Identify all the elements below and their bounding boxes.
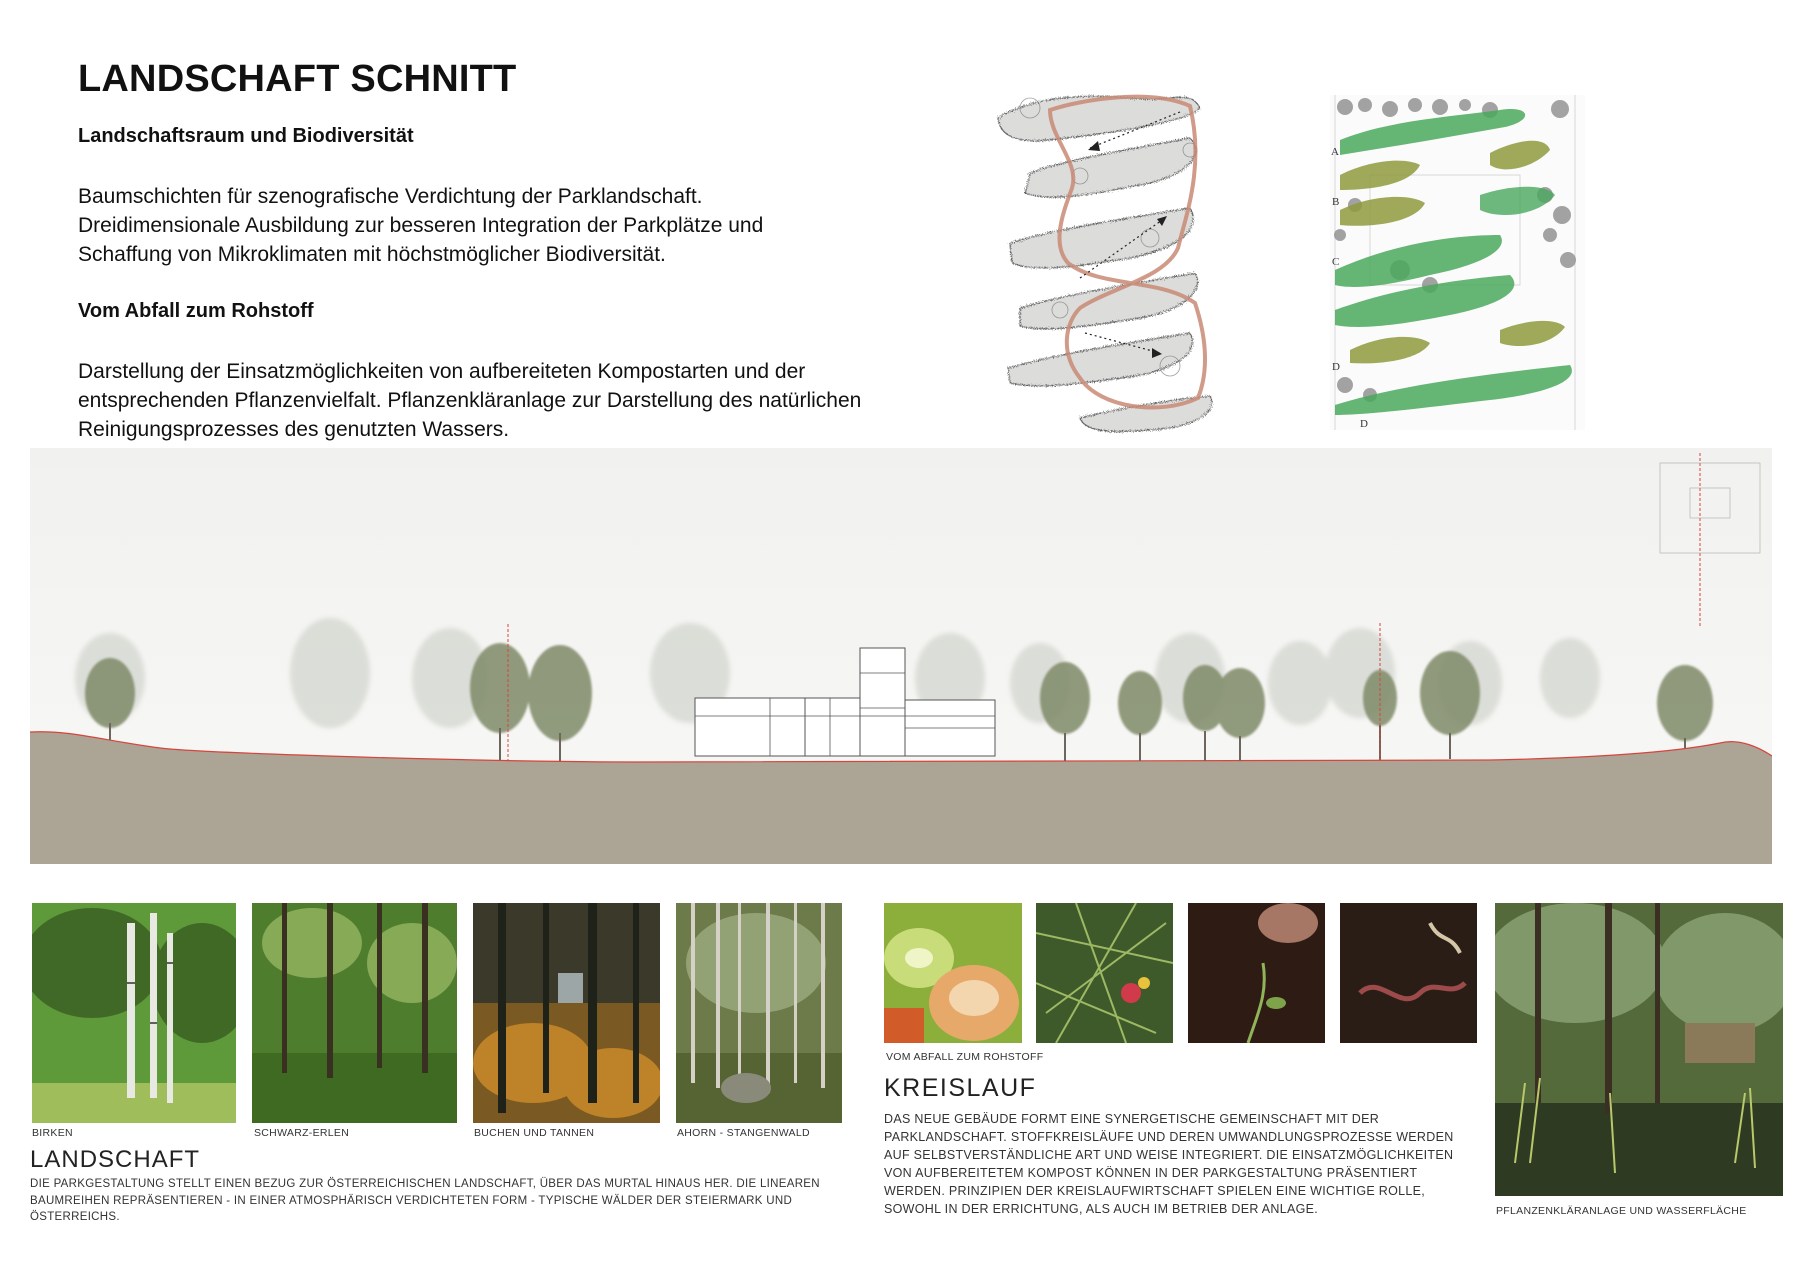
photo-compost-soil [1188,903,1325,1043]
plan-row-label: B [1332,196,1340,208]
plan-row-label: D [1360,418,1368,430]
photo-constructed-wetland [1495,903,1783,1196]
photo-food-waste [884,903,1022,1043]
photo-black-alder [252,903,457,1123]
landscape-text: DIE PARKGESTALTUNG STELLT EINEN BEZUG ZUR ÖSTERREICHISCHEN LANDSCHAFT, ÜBER DAS MURTAL HINAUS HER. DIE LINEAREN BAUMREIHEN REPRÄSENTIEREN - IN EINER ATMOSPHÄRISCH VERDICHTETEN FORM - TYPISCHE WÄLDER DER STEIERMARK UND ÖSTERREICHS. [30,1178,820,1223]
caption-beech-fir: BUCHEN UND TANNEN [474,1127,595,1139]
kreislauf-heading: KREISLAUF [884,1074,1037,1102]
caption-waste-to-resource: VOM ABFALL ZUM ROHSTOFF [886,1051,1044,1063]
photo-beech-fir [473,903,660,1123]
subtitle-waste-to-resource: Vom Abfall zum Rohstoff [78,300,314,322]
planting-plan-drawing [1330,95,1585,430]
subtitle-biodiversity: Landschaftsraum und Biodiversität [78,125,414,147]
photo-maple-pole-forest [676,903,842,1123]
caption-black-alder: SCHWARZ-ERLEN [254,1127,350,1139]
landscape-heading: LANDSCHAFT [30,1146,201,1173]
paragraph-waste-to-resource: Darstellung der Einsatzmöglichkeiten von aufbereiteten Kompostarten und der entsprechenden Pflanzenvielfalt. Pflanzenkläranlage zur Darstellung des natürlichen Reinigungsprozesses des genutzten Wassers. [78,360,862,441]
caption-birch: BIRKEN [32,1127,73,1139]
kreislauf-text: DAS NEUE GEBÄUDE FORMT EINE SYNERGETISCHE GEMEINSCHAFT MIT DER PARKLANDSCHAFT. STOFFKREISLÄUFE UND DEREN UMWANDLUNGSPROZESSE WERDEN AUF SELBSTVERSTÄNDLICHE ART UND WEISE INTEGRIERT. DIE EINSATZMÖGLICHKEITEN VON AUFBEREITETEM KOMPOST KÖNNEN IN DER PARKGESTALTUNG PRÄSENTIERT WERDEN. PRINZIPIEN DER KREISLAUFWIRTSCHAFT SPIELEN EINE WICHTIGE ROLLE, SOWOHL IN DER ERRICHTUNG, ALS AUCH IM BETRIEB DER ANLAGE. [884,1112,1454,1216]
landscape-section-drawing [30,448,1772,864]
circulation-sketch-drawing [990,78,1280,438]
plan-row-label: D [1332,361,1340,373]
page-title: LANDSCHAFT SCHNITT [78,58,517,100]
planting-plan [1330,95,1585,430]
photo-birch [32,903,236,1123]
circulation-sketch [990,78,1280,438]
caption-constructed-wetland: PFLANZENKLÄRANLAGE UND WASSERFLÄCHE [1496,1205,1747,1217]
plan-row-label: C [1332,256,1340,268]
plan-row-label: A [1331,146,1339,158]
photo-green-waste [1036,903,1173,1043]
paragraph-biodiversity: Baumschichten für szenografische Verdichtung der Parklandschaft. Dreidimensionale Ausbildung zur besseren Integration der Parkplätze und Schaffung von Mikroklimaten mit höchstmöglicher Biodiversität. [78,185,764,266]
landscape-section [30,448,1772,864]
photo-earthworms [1340,903,1477,1043]
caption-maple-pole-forest: AHORN - STANGENWALD [677,1127,810,1139]
